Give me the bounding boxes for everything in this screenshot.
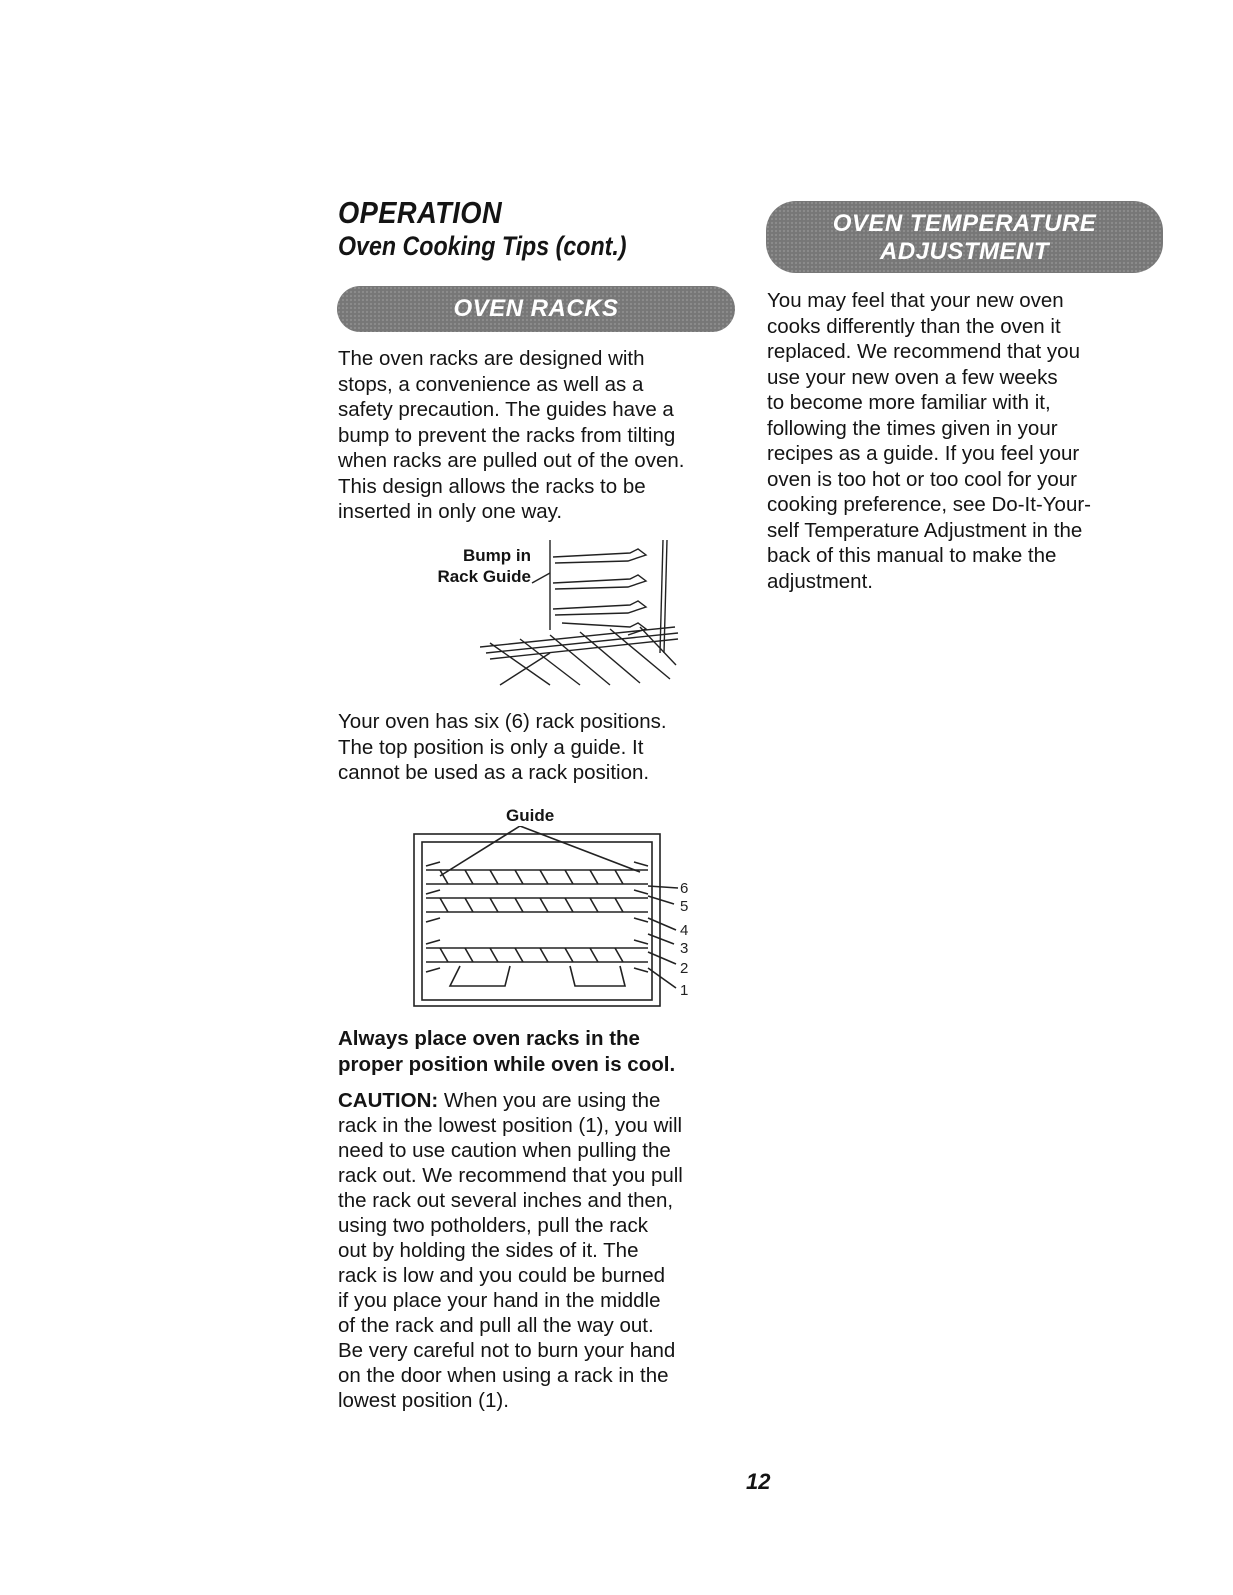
rack-positions-diagram (410, 826, 710, 1016)
section-title: OPERATION (338, 195, 503, 230)
rack-position-3: 3 (680, 940, 689, 957)
page-subtitle: Oven Cooking Tips (cont.) (338, 231, 627, 261)
oven-temperature-banner-line1: OVEN TEMPERATURE (832, 210, 1097, 237)
rack-position-1: 1 (680, 982, 689, 999)
oven-temperature-banner (766, 201, 1163, 273)
oven-temperature-banner-line2: ADJUSTMENT (879, 238, 1049, 265)
oven-racks-banner: OVEN RACKS (337, 286, 735, 332)
rack-positions-text: Your oven has six (6) rack positions. The top position is only a guide. It cannot be used as a rack position. (338, 710, 667, 784)
oven-racks-intro: The oven racks are designed with stops, a convenience as well as a safety precaution. The guides have a bump to prevent the racks from tilting when racks are pulled out of the oven. This design allows the racks to be inserted in only one way. (338, 347, 685, 523)
caution-text: When you are using the rack in the lowest position (1), you will need to use caution when pulling the rack out. We recommend that you pull the rack out several inches and then, using two potholders, pull the rack out by holding the sides of it. The rack is low and you could be burned if you place your hand in the middle of the rack and pull all the way out. Be very careful not to burn your hand on the door when using a rack in the lowest position (1). (338, 1089, 683, 1412)
caution-label: CAUTION: (338, 1089, 439, 1112)
rack-position-4: 4 (680, 922, 689, 939)
rack-position-2: 2 (680, 960, 689, 977)
rack-guide-diagram (480, 535, 690, 695)
rack-position-5: 5 (680, 898, 689, 915)
caution-paragraph (338, 1088, 738, 1413)
bump-in-rack-guide-label: Bump in Rack Guide (437, 546, 531, 586)
temperature-adjustment-text: You may feel that your new oven cooks differently than the oven it replaced. We recommend that you use your new oven a few weeks to become more familiar with it, following the times given in your recipes as a guide. If you feel your oven is too hot or too cool for your cooking preference, see Do-It-Your- self Temperature Adjustment in the back of this manual to make the adjustment. (767, 289, 1091, 593)
rack-position-6: 6 (680, 880, 689, 897)
guide-label: Guide (506, 806, 555, 825)
page-number: 12 (746, 1469, 771, 1494)
rack-placement-warning: Always place oven racks in the proper position while oven is cool. (338, 1027, 676, 1076)
